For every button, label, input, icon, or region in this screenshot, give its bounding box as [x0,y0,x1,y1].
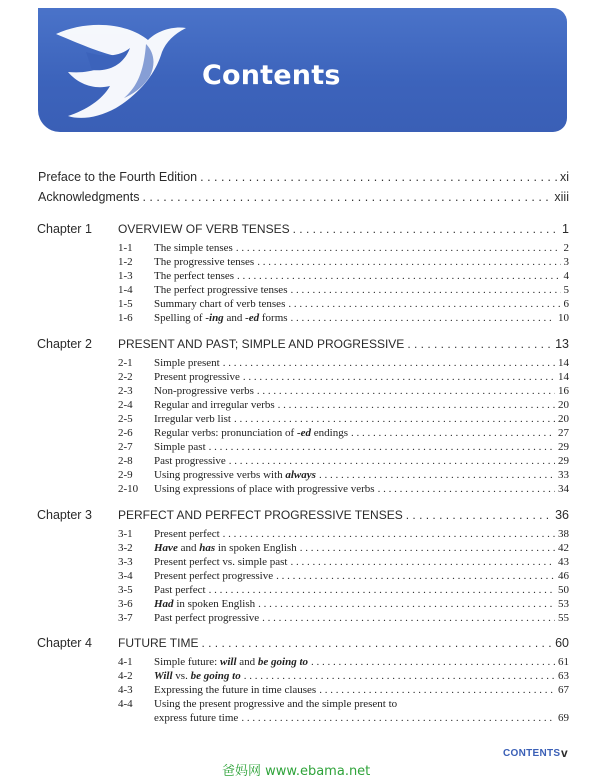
section-number: 2-9 [118,469,133,481]
section-page: 4 [563,270,569,282]
section-title: The simple tenses [154,242,233,254]
section-title: The progressive tenses [154,256,255,268]
section-title: Had in spoken English [154,598,256,610]
section-number: 4-3 [118,684,133,696]
section-title: Past progressive [154,455,226,467]
footer-section-label: CONTENTS [503,748,561,759]
leader-dots [319,469,555,481]
chapter-page: 36 [555,508,569,522]
leader-dots [258,598,555,610]
chapter-page: 60 [555,636,569,650]
section-page: 50 [558,584,569,596]
section-page: 43 [558,556,569,568]
leader-dots [290,284,560,296]
toc-section[interactable] [118,242,569,254]
section-page: 63 [558,670,569,682]
section-number: 2-1 [118,357,133,369]
section-page: 27 [558,427,569,439]
chapter-label: Chapter 2 [37,337,92,351]
toc-section-continued[interactable] [154,712,569,724]
leader-dots [311,656,555,668]
leader-dots [223,357,555,369]
section-number: 2-3 [118,385,133,397]
leader-dots [223,528,555,540]
section-page: 16 [558,385,569,397]
toc-section[interactable] [118,556,569,568]
toc-chapter-2[interactable] [118,337,569,351]
toc-section[interactable] [118,570,569,582]
section-page: 29 [558,441,569,453]
section-number: 2-10 [118,483,139,495]
leader-dots [288,298,560,310]
leader-dots [209,584,555,596]
toc-entry-acknowledgments[interactable] [38,190,569,204]
toc-section[interactable] [118,371,569,383]
section-page: 67 [558,684,569,696]
leader-dots [300,542,555,554]
section-number: 3-6 [118,598,133,610]
chapter-title: PRESENT AND PAST; SIMPLE AND PROGRESSIVE [118,337,405,351]
toc-section[interactable] [118,684,569,696]
section-number: 1-1 [118,242,133,254]
section-page: 20 [558,413,569,425]
section-page: 61 [558,656,569,668]
toc-section[interactable] [118,542,569,554]
leader-dots [244,670,555,682]
leader-dots [257,256,560,268]
leader-dots [406,508,552,522]
section-number: 2-2 [118,371,133,383]
chapter-title: PERFECT AND PERFECT PROGRESSIVE TENSES [118,508,403,522]
section-page: 29 [558,455,569,467]
entry-title: Preface to the Fourth Edition [38,170,198,184]
leader-dots [319,684,555,696]
chapter-label: Chapter 4 [37,636,92,650]
section-page: 10 [558,312,569,324]
section-title: Regular verbs: pronunciation of -ed endings [154,427,348,439]
section-number: 2-6 [118,427,133,439]
section-page: 2 [563,242,569,254]
section-page: 14 [558,357,569,369]
toc-chapter-4[interactable] [118,636,569,650]
section-number: 3-4 [118,570,133,582]
leader-dots [278,399,555,411]
leader-dots [276,570,555,582]
section-title: Non-progressive verbs [154,385,254,397]
section-page: 42 [558,542,569,554]
section-number: 4-1 [118,656,133,668]
section-title: Simple future: will and be going to [154,656,309,668]
section-number: 1-2 [118,256,133,268]
toc-section[interactable] [118,455,569,467]
leader-dots [243,371,555,383]
section-title: Present perfect [154,528,220,540]
toc-section[interactable] [118,298,569,310]
section-number: 1-3 [118,270,133,282]
toc-section[interactable] [118,312,569,324]
section-title: Expressing the future in time clauses [154,684,317,696]
toc-section[interactable] [118,483,569,495]
section-number: 2-8 [118,455,133,467]
leader-dots [229,455,555,467]
toc-section[interactable] [118,598,569,610]
leader-dots [237,270,560,282]
section-page: 69 [558,712,569,724]
section-number: 4-4 [118,698,133,710]
toc-section[interactable] [118,399,569,411]
section-number: 1-4 [118,284,133,296]
section-title: Present perfect vs. simple past [154,556,288,568]
entry-page: xiii [554,190,569,204]
watermark-text: 爸妈网 www.ebama.net [222,764,371,779]
leader-dots [209,441,555,453]
leader-dots [200,170,557,184]
chapter-label: Chapter 1 [37,222,92,236]
toc-section[interactable] [118,284,569,296]
section-title: The perfect progressive tenses [154,284,288,296]
leader-dots [201,636,552,650]
section-title: Using the present progressive and the simple present to [154,698,398,710]
chapter-page: 13 [555,337,569,351]
section-page: 53 [558,598,569,610]
section-number: 3-3 [118,556,133,568]
section-number: 3-1 [118,528,133,540]
section-page: 34 [558,483,569,495]
leader-dots [293,222,559,236]
section-title-continued: express future time [154,712,239,724]
section-title: Spelling of -ing and -ed forms [154,312,288,324]
section-page: 14 [558,371,569,383]
section-title: Using progressive verbs with always [154,469,316,481]
leader-dots [234,413,555,425]
section-title: Will vs. be going to [154,670,241,682]
leader-dots [241,712,555,724]
chapter-title: FUTURE TIME [118,636,199,650]
footer-page-number: v [561,746,568,760]
section-number: 2-7 [118,441,133,453]
toc-section[interactable] [118,270,569,282]
section-title: Present perfect progressive [154,570,274,582]
section-page: 6 [563,298,569,310]
toc-section[interactable] [118,357,569,369]
toc-section[interactable] [118,698,569,710]
leader-dots [236,242,561,254]
section-title: Regular and irregular verbs [154,399,275,411]
section-number: 1-6 [118,312,133,324]
section-page: 55 [558,612,569,624]
toc-section[interactable] [118,584,569,596]
section-page: 33 [558,469,569,481]
leader-dots [407,337,552,351]
toc-chapter-3[interactable] [118,508,569,522]
section-number: 3-7 [118,612,133,624]
toc-chapter-1[interactable] [118,222,569,236]
toc-section[interactable] [118,385,569,397]
toc-section[interactable] [118,427,569,439]
section-title: Past perfect [154,584,206,596]
section-title: Summary chart of verb tenses [154,298,286,310]
chapter-page: 1 [562,222,569,236]
section-title: Present progressive [154,371,240,383]
section-title: Past perfect progressive [154,612,260,624]
section-page: 38 [558,528,569,540]
section-title: Using expressions of place with progressive verbs [154,483,375,495]
section-number: 4-2 [118,670,133,682]
chapter-label: Chapter 3 [37,508,92,522]
section-number: 2-4 [118,399,133,411]
section-title: Have and has in spoken English [154,542,297,554]
chapter-title: OVERVIEW OF VERB TENSES [118,222,290,236]
entry-page: xi [559,170,569,184]
toc-section[interactable] [118,528,569,540]
leader-dots [262,612,555,624]
section-title: Simple past [154,441,206,453]
section-number: 1-5 [118,298,133,310]
section-page: 20 [558,399,569,411]
toc-section[interactable] [118,670,569,682]
leader-dots [142,190,551,204]
section-page: 3 [563,256,569,268]
toc-section[interactable] [118,256,569,268]
entry-title: Acknowledgments [38,190,140,204]
toc-section[interactable] [118,469,569,481]
section-page: 46 [558,570,569,582]
section-number: 3-2 [118,542,133,554]
section-number: 2-5 [118,413,133,425]
leader-dots [257,385,555,397]
section-number: 3-5 [118,584,133,596]
page-title: Contents [202,60,341,91]
leader-dots [351,427,555,439]
toc-entry-preface[interactable] [38,170,569,184]
section-title: The perfect tenses [154,270,235,282]
leader-dots [291,556,556,568]
section-title: Simple present [154,357,220,369]
section-page: 5 [563,284,569,296]
toc-section[interactable] [118,413,569,425]
leader-dots [291,312,555,324]
section-title: Irregular verb list [154,413,231,425]
leader-dots [378,483,555,495]
toc-section[interactable] [118,441,569,453]
toc-section[interactable] [118,612,569,624]
toc-section[interactable] [118,656,569,668]
